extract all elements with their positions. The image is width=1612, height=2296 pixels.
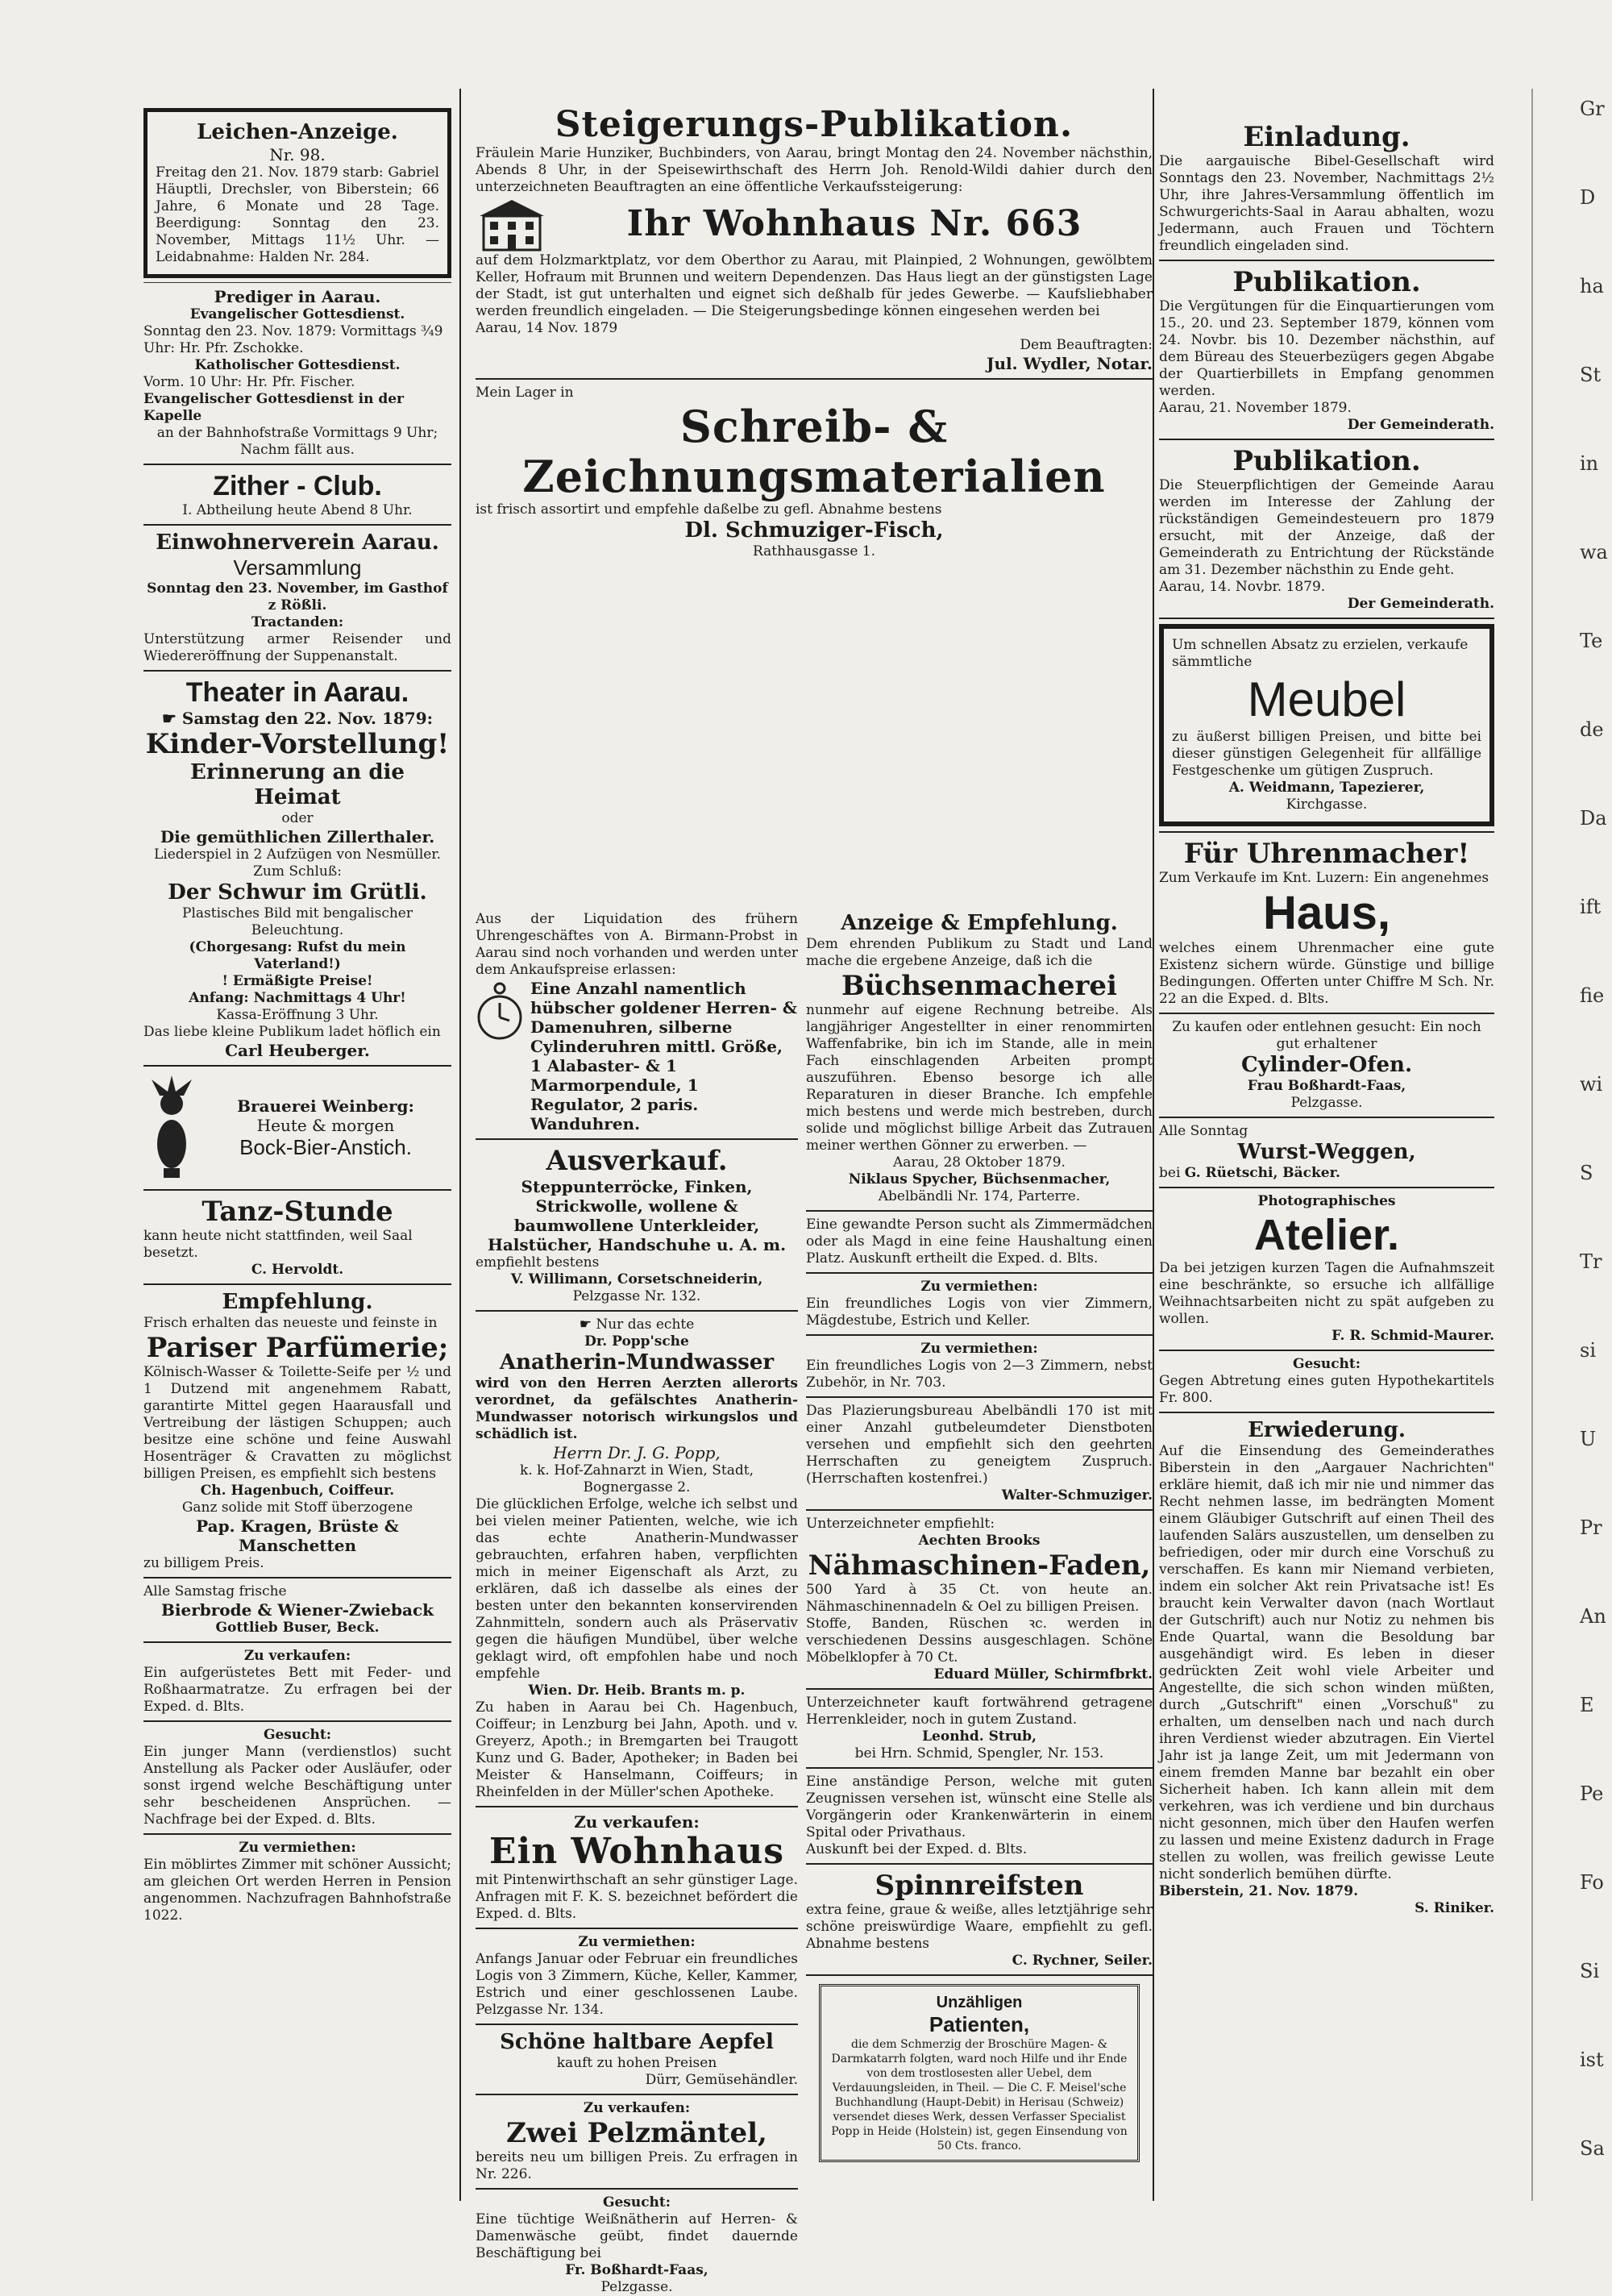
margin-fragment: fie bbox=[1580, 984, 1605, 1007]
theater-v3: Die gemüthlichen Zillerthaler. bbox=[160, 827, 435, 846]
uhren-text: Aus der Liquidation des frühern Uhrengeschäftes von A. Birmann-Probst in Aarau sind noch vorhanden und werden unter dem Ankaufspreise erlassen: bbox=[476, 911, 798, 978]
steigerung-text: Fräulein Marie Hunziker, Buchbinders, von Aarau, bringt Montag den 24. November nächsthin, Abends 8 Uhr, in der Speisewirthschaft des Herrn Joh. Renold-Wildi dahier durch den unterzeichneten Beauftragten an eine öffentliche Verkaufssteigerung: bbox=[476, 145, 1153, 195]
patienten-box bbox=[819, 1984, 1140, 2162]
kapelle-text: an der Bahnhofstraße Vormittags 9 Uhr; Nachm fällt aus. bbox=[156, 425, 438, 458]
meubel-box bbox=[1159, 624, 1494, 826]
patienten-text: die dem Schmerzig der Broschüre Magen- & Darmkatarrh folgten, ward noch Hilfe und ihr Ende von dem trostlosesten aller Uebel, dem Verdauungsleiden, in Theil. — Die C. F. Meisel'sche Buchhandlung (Haupt-Debit) in Herisau (Schweiz) versendet dieses Werk, dessen Verfasser Specialist Popp in Heide (Holstein) ist, gegen Einsendung von 50 Cts. franco. bbox=[831, 2038, 1128, 2152]
ausverkauf-name: V. Willimann, Corsetschneiderin, bbox=[510, 1271, 763, 1287]
naeh-text: 500 Yard à 35 Ct. von heute an. Nähmaschinennadeln & Oel zu billigen Preisen. bbox=[806, 1582, 1153, 1615]
popp-title: Anatherin-Mundwasser bbox=[499, 1350, 775, 1375]
ausverkauf-emp: empfiehlt bestens bbox=[476, 1254, 600, 1271]
margin-fragment: St bbox=[1580, 364, 1602, 386]
margin-fragment: de bbox=[1580, 718, 1604, 741]
empfehlung-big2: Pap. Kragen, Brüste & Manschetten bbox=[196, 1516, 399, 1555]
popp-doc: Dr. Popp'sche bbox=[584, 1333, 689, 1350]
lager-addr: Rathhausgasse 1. bbox=[752, 543, 875, 559]
margin-fragment: wa bbox=[1580, 541, 1608, 564]
atelier-text: Da bei jetzigen kurzen Tagen die Aufnahmszeit eine beschränkte, so ersuche ich allfällige Weihnachtsarbeiten nicht zu spät aufgeben zu wollen. bbox=[1159, 1260, 1494, 1327]
bierbrode-name: Gottlieb Buser, Beck. bbox=[215, 1620, 380, 1636]
margin-fragment: D bbox=[1580, 186, 1596, 209]
obituary-title: Leichen-Anzeige. bbox=[197, 120, 398, 144]
theater-schluss: Zum Schluß: bbox=[253, 863, 342, 880]
theater-v3sub: Liederspiel in 2 Aufzügen von Nesmüller. bbox=[153, 846, 442, 863]
margin-fragment: ha bbox=[1580, 275, 1604, 297]
gesucht1-text: Ein junger Mann (verdienstlos) sucht Anstellung als Packer oder Ausläufer, oder sonst irgend welche Beschäftigung unter sehr bescheidenen Ansprüchen. — Nachfrage bei der Exped. d. Blts. bbox=[143, 1744, 451, 1828]
steigerung-title: Steigerungs-Publikation. bbox=[555, 104, 1074, 145]
brauerei-text: Bock-Bier-Anstich. bbox=[239, 1134, 412, 1159]
anzeige-ort: Aarau, 28 Oktober 1879. bbox=[893, 1154, 1066, 1171]
column-left bbox=[143, 105, 451, 2209]
anzeige-addr: Abelbändli Nr. 174, Parterre. bbox=[878, 1188, 1081, 1204]
herren-name: Leonhd. Strub, bbox=[922, 1728, 1037, 1745]
einwohner-sub: Versammlung bbox=[233, 555, 362, 580]
ausverkauf-text: Steppunterröcke, Finken, Strickwolle, wollene & baumwollene Unterkleider, Halstücher, Handschuhe u. A. m. bbox=[487, 1177, 787, 1254]
brauerei-ad bbox=[143, 1071, 451, 1184]
theater-v1: Kinder-Vorstellung! bbox=[145, 728, 450, 760]
gesucht1-title: Gesucht: bbox=[263, 1727, 332, 1743]
empfehlung-preis: zu billigem Preis. bbox=[143, 1555, 264, 1571]
brauerei-title: Brauerei Weinberg: bbox=[237, 1096, 414, 1116]
obituary-number: Nr. 98. bbox=[269, 145, 326, 164]
herren-addr: bei Hrn. Schmid, Spengler, Nr. 153. bbox=[854, 1745, 1104, 1762]
erwiederung-text: Auf die Einsendung des Gemeinderathes Biberstein in den „Aargauer Nachrichten" erkläre hiemit, daß ich mir nie und nimmer das Recht nehmen lasse, im bedrängten Moment einem Gläubiger Gutschrift auf einen Theil des laufenden Salärs auszustellen, um denselben zu befriedigen, oder mir durch eine Vorschuß zu verschaffen. Es kann mir Niemand verbieten, indem ein solcher Akt rein Privatsache ist! Es braucht kein Verwalter davon (nach Wortlaut der Gutschrift) auch nur Notiz zu nehmen bis Ende Quartal, wann die Besoldung bar ausgehändigt wird. Es leben in dieser gedrückten Zeit wohl viele Arbeiter und Angestellte, die sich schon winden müßten, durch „Gutschrift" einen „Vorschuß" zu erhalten, um denselben nach und nach durch ihren Verdienst wieder abzutragen. Ein Viertel Jahr ist ja lange Zeit, um mit Jedermann von einem fremden Manne bar bezahlt ein ober Sicherheit haben. Ich kann allein mit dem verkehren, was ich verdiene und bin durchaus nicht gesonnen, mich über den Haufen werfen zu lassen und meine Existenz dadurch in Frage stellen zu wollen, was freilich gewisse Leute nicht sonderlich bemühen dürfte. bbox=[1159, 1443, 1494, 1882]
uhrenmacher-text: Zum Verkaufe im Knt. Luzern: Ein angenehmes bbox=[1159, 870, 1489, 886]
kapelle-title: Evangelischer Gottesdienst in der Kapelle bbox=[143, 391, 405, 424]
wurst-big: Wurst-Weggen, bbox=[1237, 1140, 1416, 1164]
vermieten3-title: Zu vermiethen: bbox=[920, 1279, 1038, 1295]
margin-fragment: U bbox=[1580, 1428, 1597, 1450]
meubel-name: A. Weidmann, Tapezierer, bbox=[1228, 780, 1425, 796]
popp-herr: Herrn Dr. J. G. Popp, bbox=[553, 1443, 721, 1462]
pointing-hand-icon: ☛ bbox=[161, 709, 182, 728]
publ2-text: Die Steuerpflichtigen der Gemeinde Aarau werden im Interesse der Zahlung der rückständigen Gemeindesteuern pro 1879 ersucht, mit der Anzeige, daß der Gemeinderath zu Entrichtung der Rückstände am 31. Dezember nächsthin zu Ende geht. bbox=[1159, 477, 1494, 578]
obituary-box bbox=[143, 108, 451, 278]
bureau-text: Das Plazierungsbureau Abelbändli 170 ist mit einer Anzahl gutbeleumdeter Dienstboten versehen und empfiehlt sich den geehrten Herrschaften zu geneigtem Zuspruch. (Herrschaften kostenfrei.) bbox=[806, 1403, 1153, 1487]
uhrenmacher-text2: welches einem Uhrenmacher eine gute Existenz sichern würde. Günstige und billige Bedingungen. Offerten unter Chiffre M Sch. Nr. 22 an die Exped. d. Blts. bbox=[1159, 940, 1494, 1007]
theater-title: Theater in Aarau. bbox=[185, 677, 409, 708]
publ1-ort: Aarau, 21. November 1879. bbox=[1159, 400, 1352, 416]
uhren-ad bbox=[476, 979, 798, 1133]
pelz-title: Zu verkaufen: bbox=[583, 2100, 691, 2116]
uhrenmacher-title: Für Uhrenmacher! bbox=[1183, 838, 1470, 870]
publ2-name: Der Gemeinderath. bbox=[1347, 596, 1494, 612]
page-edge bbox=[1531, 89, 1533, 2201]
publ2-title: Publikation. bbox=[1232, 445, 1421, 477]
theater-name: Carl Heuberger. bbox=[225, 1041, 370, 1060]
margin-fragment: Da bbox=[1580, 807, 1607, 830]
empfehlung-title: Empfehlung. bbox=[222, 1290, 373, 1314]
steigerung-beauftragt: Dem Beauftragten: bbox=[1020, 337, 1153, 353]
popp-text: wird von den Herren Aerzten allerorts verordnet, da gefälschtes Anatherin-Mundwasser notorisch wirkungslos und schädlich ist. bbox=[476, 1375, 798, 1442]
vermieten2-text: Anfangs Januar oder Februar ein freundliches Logis von 3 Zimmern, Küche, Keller, Kammer, Estrich und einer geschlossenen Laube. Pelzgasse Nr. 134. bbox=[476, 1951, 798, 2018]
wurst-pre: Alle Sonntag bbox=[1159, 1123, 1248, 1139]
zither-text: I. Abtheilung heute Abend 8 Uhr. bbox=[182, 502, 413, 518]
tanz-name: C. Hervoldt. bbox=[251, 1262, 344, 1278]
column-middle bbox=[476, 104, 1153, 2295]
popp-pre: ☛ Nur das echte bbox=[579, 1316, 695, 1333]
naeh-big: Nähmaschinen-Faden, bbox=[808, 1549, 1151, 1582]
theater-kassa: Kassa-Eröffnung 3 Uhr. bbox=[216, 1007, 379, 1023]
aepfel-title: Schöne haltbare Aepfel bbox=[500, 2030, 774, 2054]
margin-fragment: Gr bbox=[1580, 98, 1605, 120]
theater-oder: oder bbox=[281, 810, 314, 826]
theater-anfang: Anfang: Nachmittags 4 Uhr! bbox=[189, 990, 406, 1006]
popp-herr2: k. k. Hof-Zahnarzt in Wien, Stadt, Bognergasse 2. bbox=[520, 1462, 754, 1495]
einladung-text: Die aargauische Bibel-Gesellschaft wird Sonntags den 23. November, Nachmittags 2½ Uhr, ihre Jahres-Versammlung öffentlich im Schwurgerichts-Saal in Aarau abhalten, wozu Jedermann, auch Frauen und Töchtern freundlich eingeladen sind. bbox=[1159, 153, 1494, 254]
prediger-title: Prediger in Aarau. bbox=[214, 287, 381, 306]
empfehlung-big: Pariser Parfümerie; bbox=[146, 1332, 449, 1364]
spinn-name: C. Rychner, Seiler. bbox=[1012, 1953, 1153, 1969]
lager-name: Dl. Schmuziger-Fisch, bbox=[684, 518, 944, 543]
margin-fragments bbox=[1580, 97, 1612, 2161]
steigerung-ort: Aarau, 14 Nov. 1879 bbox=[476, 320, 618, 336]
vermieten1-text: Ein möblirtes Zimmer mit schöner Aussicht; am gleichen Ort werden Herren in Pension angenommen. Nachzufragen Bahnhofstraße 1022. bbox=[143, 1857, 451, 1924]
publ1-title: Publikation. bbox=[1232, 266, 1421, 298]
vermieten4-text: Ein freundliches Logis von 2—3 Zimmern, nebst Zubehör, in Nr. 703. bbox=[806, 1358, 1153, 1391]
tanz-title: Tanz-Stunde bbox=[202, 1196, 393, 1228]
patienten-pre: Unzähligen bbox=[936, 1994, 1023, 2011]
weiss-name: Fr. Boßhardt-Faas, bbox=[565, 2262, 708, 2278]
publ2-ort: Aarau, 14. Novbr. 1879. bbox=[1159, 579, 1326, 595]
person-text: Eine gewandte Person sucht als Zimmermädchen oder als Magd in eine feine Haushaltung einen Platz. Auskunft ertheilt die Exped. d. Blts. bbox=[806, 1217, 1153, 1267]
einladung-title: Einladung. bbox=[1243, 121, 1410, 153]
anstaendig-aus: Auskunft bei der Exped. d. Blts. bbox=[806, 1841, 1028, 1857]
margin-fragment: Pe bbox=[1580, 1782, 1604, 1805]
wohnhaus-text: mit Pintenwirthschaft an sehr günstiger Lage. Anfragen mit F. K. S. bezeichnet befördert die Exped. d. Blts. bbox=[476, 1872, 798, 1922]
verkaufen1-title: Zu verkaufen: bbox=[243, 1648, 351, 1664]
cylinder-addr: Pelzgasse. bbox=[1290, 1095, 1363, 1111]
patienten-title: Patienten, bbox=[929, 2012, 1030, 2036]
ausverkauf-addr: Pelzgasse Nr. 132. bbox=[572, 1288, 701, 1304]
margin-fragment: Sa bbox=[1580, 2137, 1605, 2160]
anstaendig-text: Eine anständige Person, welche mit guten Zeugnissen versehen ist, wünscht eine Stelle als Vorgängerin oder Krankenwärterin in einem Spital oder Privathaus. bbox=[806, 1774, 1153, 1841]
vermieten1-title: Zu vermiethen: bbox=[239, 1840, 356, 1856]
wohnhaus-big: Ein Wohnhaus bbox=[489, 1831, 784, 1872]
next-page-fragment bbox=[1580, 32, 1612, 2209]
column-right bbox=[1159, 121, 1494, 2225]
atelier-big: Atelier. bbox=[1253, 1211, 1400, 1259]
erwiederung-ort: Biberstein, 21. Nov. 1879. bbox=[1159, 1883, 1358, 1899]
meubel-big: Meubel bbox=[1247, 672, 1406, 726]
naeh-text2: Stoffe, Banden, Rüschen ꝛc. werden in verschiedenen Dessins ausgeschlagen. Schöne Möbelklopfer à 70 Ct. bbox=[806, 1616, 1153, 1666]
cylinder-text: Zu kaufen oder entlehnen gesucht: Ein noch gut erhaltener bbox=[1172, 1019, 1481, 1052]
cylinder-name: Frau Boßhardt-Faas, bbox=[1247, 1078, 1406, 1094]
theater-v4: Der Schwur im Grütli. bbox=[168, 880, 427, 905]
wohnhaus-headline bbox=[476, 196, 1153, 252]
theater-date: ☛ Samstag den 22. Nov. 1879: bbox=[161, 709, 434, 728]
naeh-name: Eduard Müller, Schirmfbrkt. bbox=[933, 1666, 1153, 1682]
brauerei-sub: Heute & morgen bbox=[256, 1115, 395, 1135]
wurst-line: bei G. Rüetschi, Bäcker. bbox=[1159, 1165, 1340, 1181]
lager-text: ist frisch assortirt und empfehle daßelbe zu gefl. Abnahme bestens bbox=[476, 501, 942, 518]
naeh-pre: Unterzeichneter empfiehlt: bbox=[806, 1516, 995, 1532]
margin-fragment: Si bbox=[1580, 1960, 1600, 1982]
atelier-name: F. R. Schmid-Maurer. bbox=[1332, 1328, 1494, 1344]
margin-fragment: si bbox=[1580, 1339, 1596, 1362]
anzeige-text2: nunmehr auf eigene Rechnung betreibe. Als langjähriger Angestellter in einer renommirten Waffenfabrike, bin ich im Stande, alle in mein Fach einschlagenden Arbeiten prompt auszuführen. Ebenso besorge ich alle Reparaturen in dieser Branche. Ich empfehle mich bestens und werde mich bestreben, durch solide und möglichst billige Arbeit das Zutrauen meiner werthen Gönner zu erwerben. — bbox=[806, 1002, 1153, 1154]
weiss-title: Gesucht: bbox=[602, 2194, 671, 2211]
pelz-text: bereits neu um billigen Preis. Zu erfragen in Nr. 226. bbox=[476, 2149, 798, 2182]
verkaufen1-text: Ein aufgerüstetes Bett mit Feder- und Roßhaarmatratze. Zu erfragen bei der Exped. d. Blts. bbox=[143, 1665, 451, 1715]
erwiederung-name: S. Riniker. bbox=[1415, 1900, 1494, 1916]
anzeige-big: Büchsenmacherei bbox=[841, 970, 1117, 1002]
theater-chor: (Chorgesang: Rufst du mein Vaterland!) bbox=[189, 939, 406, 972]
meubel-text: Um schnellen Absatz zu erzielen, verkaufe sämmtliche bbox=[1172, 637, 1469, 670]
cylinder-big: Cylinder-Ofen. bbox=[1241, 1053, 1412, 1077]
trakt-title: Tractanden: bbox=[251, 614, 344, 630]
meubel-text2: zu äußerst billigen Preisen, und bitte bei dieser günstigen Gelegenheit für allfällige Festgeschenke um gütigen Zuspruch. bbox=[1172, 729, 1481, 779]
vermieten3-text: Ein freundliches Logis von vier Zimmern, Mägdestube, Estrich und Keller. bbox=[806, 1296, 1153, 1329]
meubel-addr: Kirchgasse. bbox=[1286, 797, 1368, 813]
house-icon bbox=[476, 196, 548, 252]
ausverkauf-title: Ausverkauf. bbox=[546, 1145, 728, 1177]
weiss-text: Eine tüchtige Weißnätherin auf Herren- & Damenwäsche geübt, findet dauernde Beschäftigung bei bbox=[476, 2211, 798, 2261]
theater-v4sub: Plastisches Bild mit bengalischer Beleuchtung. bbox=[182, 905, 413, 938]
ev-text: Sonntag den 23. Nov. 1879: Vormittags ¾9 Uhr: Hr. Pfr. Zschokke. bbox=[143, 323, 443, 356]
ev-title: Evangelischer Gottesdienst. bbox=[189, 306, 405, 322]
empfehlung-text: Kölnisch-Wasser & Toilette-Seife per ½ und 1 Dutzend mit angenehmem Rabatt, garantirte Mittel gegen Haarausfall und Vertreibung der lästigen Schuppen; auch besitze eine schöne und feine Auswahl Hosenträger & Cravatten zu möglichst billigen Preisen, es empfiehlt sich bestens bbox=[143, 1364, 451, 1482]
uhren-big: Eine Anzahl namentlich hübscher goldener Herren- & Damenuhren, silberne Cylinderuhren mittl. Größe, 1 Alabaster- & 1 Marmorpendule, 1 Regulator, 2 paris. Wanduhren. bbox=[530, 979, 797, 1133]
column-middle-a bbox=[476, 911, 798, 2295]
margin-fragment: S bbox=[1580, 1162, 1593, 1184]
popp-text3: Zu haben in Aarau bei Ch. Hagenbuch, Coiffeur; in Lenzburg bei Jahn, Apoth. und v. Greyerz, Apoth.; in Bremgarten bei Traugott Kunz und G. Bader, Apotheker; in Baden bei Meister & Hanselmann, Coiffeurs; in Rheinfelden in der Müller'schen Apotheke. bbox=[476, 1699, 798, 1800]
spinn-title: Spinnreifsten bbox=[875, 1870, 1084, 1902]
trakt-text: Unterstützung armer Reisender und Wiedereröffnung der Suppenanstalt. bbox=[143, 631, 451, 664]
wohnhaus-title: Zu verkaufen: bbox=[574, 1812, 700, 1832]
gesucht3-title: Gesucht: bbox=[1292, 1356, 1361, 1372]
vermieten2-title: Zu vermiethen: bbox=[578, 1934, 696, 1950]
anzeige-name: Niklaus Spycher, Büchsenmacher, bbox=[848, 1171, 1111, 1188]
popp-text2: Die glücklichen Erfolge, welche ich selbst und bei vielen meiner Patienten, welche, wie ich das echte Anatherin-Mundwasser gebrauchten, erfahren haben, verpflichten mich in meiner Eigenschaft als Arzt, zu erklären, daß ich dasselbe als eines der besten unter den bekannten konservirenden Zahnmitteln, sondern auch als Präservativ gegen die häufigen Mundübel, über welche geklagt wird, oft empfohlen habe und noch empfehle bbox=[476, 1496, 798, 1682]
margin-fragment: E bbox=[1580, 1694, 1594, 1716]
spinn-text: extra feine, graue & weiße, alles letztjährige sehr schöne preiswürdige Waare, empfiehlt zu gefl. Abnahme bestens bbox=[806, 1902, 1153, 1952]
gesucht3-text: Gegen Abtretung eines guten Hypothekartitels Fr. 800. bbox=[1159, 1373, 1494, 1406]
column-rule bbox=[1153, 89, 1154, 2201]
aepfel-name: Dürr, Gemüsehändler. bbox=[645, 2072, 798, 2088]
margin-fragment: ift bbox=[1580, 896, 1602, 918]
margin-fragment: in bbox=[1580, 452, 1599, 475]
anzeige-title: Anzeige & Empfehlung. bbox=[841, 911, 1118, 935]
uhrenmacher-big: Haus, bbox=[1263, 887, 1390, 939]
atelier-pre: Photographisches bbox=[1257, 1193, 1396, 1209]
einwohner-title: Einwohnerverein Aarau. bbox=[156, 530, 439, 555]
publ1-text: Die Vergütungen für die Einquartierungen vom 15., 20. und 23. September 1879, können vom 24. Novbr. bis 10. Dezember nächsthin, auf dem Büreau des Steuerbezügers gegen Abgabe der Quartierbillets in Empfang genommen werden. bbox=[1159, 298, 1494, 399]
theater-v2: Erinnerung an die Heimat bbox=[190, 760, 405, 809]
zither-title: Zither - Club. bbox=[213, 471, 382, 501]
margin-fragment: Te bbox=[1580, 630, 1603, 652]
steigerung-big: Ihr Wohnhaus Nr. 663 bbox=[626, 203, 1082, 244]
pocket-watch-icon bbox=[476, 979, 524, 1043]
empfehlung-name: Ch. Hagenbuch, Coiffeur. bbox=[200, 1483, 395, 1499]
margin-fragment: Pr bbox=[1580, 1516, 1602, 1539]
lager-pre: Mein Lager in bbox=[476, 385, 574, 401]
weiss-addr: Pelzgasse. bbox=[600, 2279, 673, 2295]
margin-fragment: wi bbox=[1580, 1073, 1603, 1096]
lager-big: Schreib- & Zeichnungsmaterialien bbox=[522, 401, 1106, 502]
pelz-big: Zwei Pelzmäntel, bbox=[506, 2117, 767, 2149]
vermieten4-title: Zu vermiethen: bbox=[920, 1341, 1038, 1357]
kath-text: Vorm. 10 Uhr: Hr. Pfr. Fischer. bbox=[143, 374, 355, 390]
bierbrode-title: Bierbrode & Wiener-Zwieback bbox=[161, 1600, 434, 1620]
pointing-hand-icon: ☛ bbox=[579, 1316, 596, 1333]
jester-illustration-icon bbox=[143, 1071, 200, 1184]
theater-einladung: Das liebe kleine Publikum ladet höflich ein bbox=[143, 1024, 441, 1040]
empfehlung-text2: Ganz solide mit Stoff überzogene bbox=[181, 1499, 413, 1516]
bierbrode-pre: Alle Samstag frische bbox=[143, 1583, 287, 1599]
tanz-text: kann heute nicht stattfinden, weil Saal besetzt. bbox=[143, 1228, 413, 1261]
bureau-name: Walter-Schmuziger. bbox=[1001, 1487, 1153, 1504]
column-middle-b bbox=[806, 911, 1153, 2201]
publ1-name: Der Gemeinderath. bbox=[1347, 417, 1494, 433]
margin-fragment: An bbox=[1580, 1605, 1606, 1628]
steigerung-text2: auf dem Holzmarktplatz, vor dem Oberthor zu Aarau, mit Plainpied, 2 Wohnungen, gewölbtem Keller, Hofraum mit Brunnen und weitern Dependenzen. Das Haus liegt an der günstigsten Lage der Stadt, ist gut unterhalten und eignet sich deßhalb für jedes Gewerbe. — Kaufsliebhaber werden freundlich eingeladen. — Die Steigerungsbedinge können eingesehen werden bei bbox=[476, 252, 1153, 319]
anzeige-text: Dem ehrenden Publikum zu Stadt und Land mache die ergebene Anzeige, daß ich die bbox=[806, 936, 1153, 969]
popp-sig: Wien. Dr. Heib. Brants m. p. bbox=[528, 1682, 746, 1699]
theater-preise: ! Ermäßigte Preise! bbox=[222, 973, 373, 989]
column-rule bbox=[459, 89, 461, 2201]
herren-text: Unterzeichneter kauft fortwährend getragene Herrenkleider, noch in gutem Zustand. bbox=[806, 1695, 1153, 1728]
steigerung-name: Jul. Wydler, Notar. bbox=[987, 354, 1153, 373]
erwiederung-title: Erwiederung. bbox=[1248, 1418, 1406, 1442]
margin-fragment: Tr bbox=[1580, 1250, 1602, 1273]
margin-fragment: ist bbox=[1580, 2049, 1604, 2071]
margin-fragment: Fo bbox=[1580, 1871, 1604, 1894]
empfehlung-intro: Frisch erhalten das neueste und feinste in bbox=[143, 1315, 438, 1331]
obituary-text: Freitag den 21. Nov. 1879 starb: Gabriel Häuptli, Drechsler, von Biberstein; 66 Jahre, 6 Monate und 28 Tage. Beerdigung: Sonntag den 23. November, Mittags 11½ Uhr. — Leidabnahme: Halden Nr. 284. bbox=[156, 164, 439, 265]
naeh-sub: Aechten Brooks bbox=[918, 1533, 1041, 1549]
aepfel-text: kauft zu hohen Preisen bbox=[556, 2055, 717, 2071]
kath-title: Katholischer Gottesdienst. bbox=[194, 357, 401, 373]
einwohner-text: Sonntag den 23. November, im Gasthof z Rößli. bbox=[147, 580, 448, 614]
